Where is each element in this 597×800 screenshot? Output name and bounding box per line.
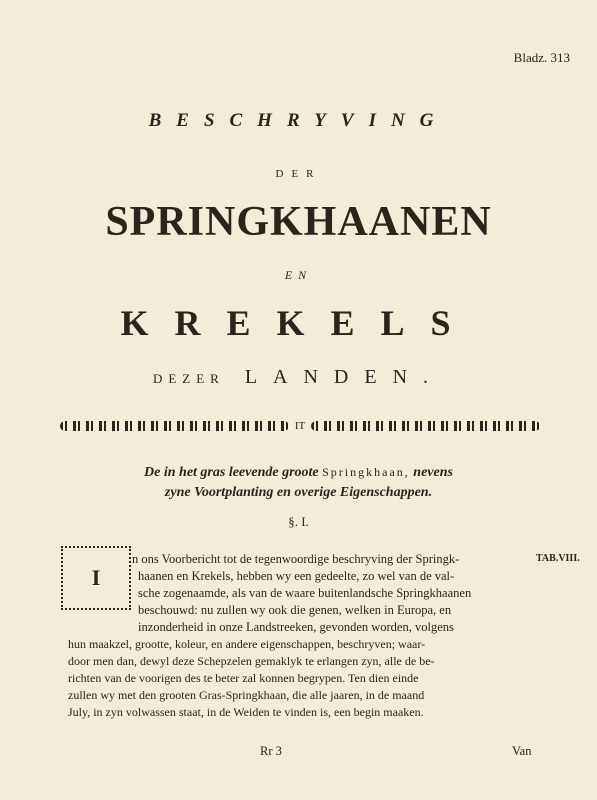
body-line: beschouwd: nu zullen wy ook die genen, welken in Europa, en: [138, 603, 452, 617]
title-dezer-landen: [0, 366, 597, 389]
body-line: sche zogenaamde, als van de waare buitenlandsche Springkhaanen: [138, 586, 472, 600]
margin-note: TAB.VIII.: [536, 553, 580, 564]
body-line: haanen en Krekels, hebben wy een gedeelte, zo wel van de val-: [138, 569, 455, 583]
subtitle-part2: nevens: [413, 465, 453, 480]
subtitle-caps: Springkhaan,: [322, 465, 410, 479]
title-springkhaanen: SPRINGKHAANEN: [105, 199, 492, 245]
subtitle-part1: De in het gras leevende groote: [144, 465, 319, 480]
title-en: EN: [284, 268, 313, 282]
ornament-right-icon: [311, 421, 540, 431]
ornament-text: IT: [294, 420, 306, 432]
body-line: n ons Voorbericht tot de tegenwoordige beschryving der Springk-: [132, 552, 460, 566]
subtitle: [0, 462, 597, 503]
title-dezer-word: DEZER: [152, 371, 225, 386]
body-line: door men dan, dewyl deze Schepzelen gemaklyk te erlangen zyn, alle de be-: [68, 654, 435, 668]
ornament-left-icon: [60, 421, 289, 431]
catchword: Van: [512, 744, 532, 758]
body-line: richten van de voorigen des te beter zal konnen begrypen. Ten dien einde: [68, 671, 419, 685]
body-line: zullen wy met den grooten Gras-Springkhaan, die alle jaaren, in de maand: [68, 688, 425, 702]
title-der: DER: [275, 168, 322, 180]
signature-mark: Rr 3: [260, 744, 282, 758]
subtitle-line2: zyne Voortplanting en overige Eigenschappen.: [164, 485, 433, 500]
drop-cap: I: [91, 565, 101, 590]
ornament-divider: [60, 416, 540, 436]
title-landen-word: LANDEN.: [244, 366, 445, 388]
drop-cap-ornament: [61, 546, 131, 610]
body-line: hun maakzel, grootte, koleur, en andere eigenschappen, beschryven; waar-: [68, 637, 426, 651]
title-krekels: KREKELS: [120, 303, 477, 343]
body-line: inzonderheid in onze Landstreeken, gevonden worden, volgens: [138, 620, 454, 634]
title-beschryving: BESCHRYVING: [148, 110, 449, 131]
page-number: Bladz. 313: [513, 50, 570, 65]
section-mark: §. I.: [288, 514, 309, 529]
body-line: July, in zyn volwassen staat, in de Weiden te vinden is, een begin maaken.: [68, 705, 424, 719]
